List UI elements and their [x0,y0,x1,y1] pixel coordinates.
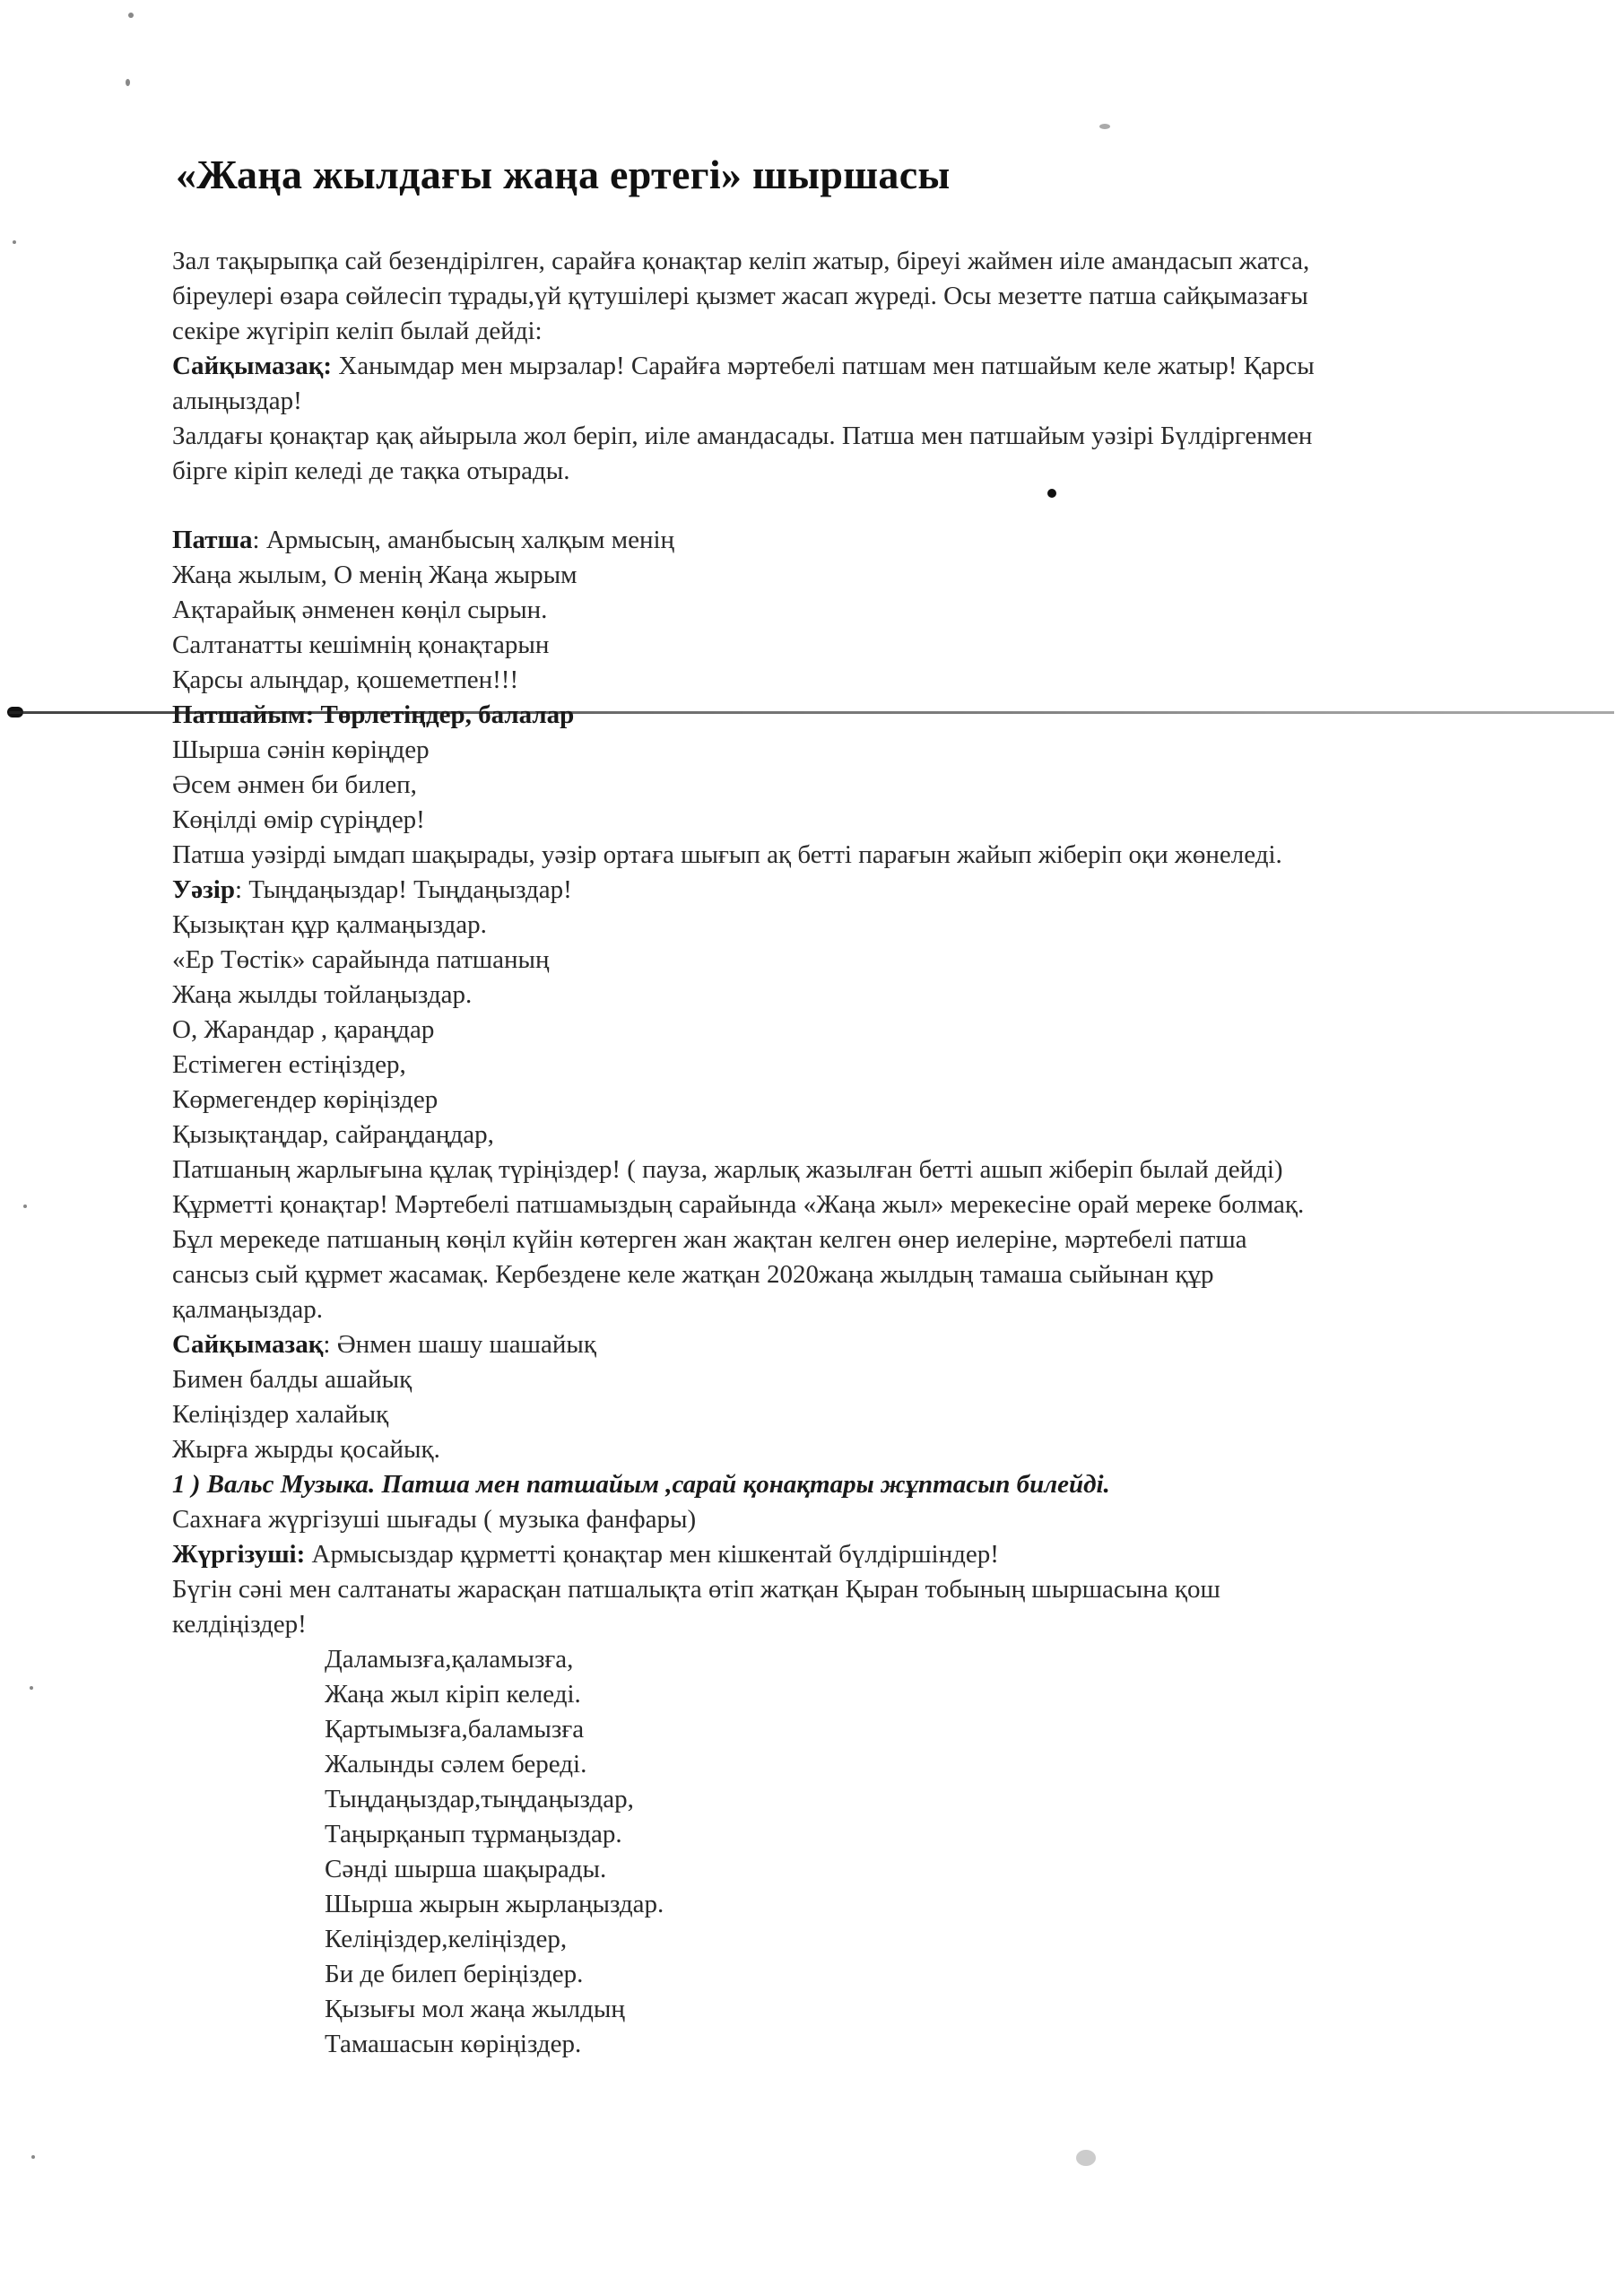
document-title: «Жаңа жылдағы жаңа ертегі» шыршасы [176,152,951,197]
scan-speck [128,13,134,18]
verse-line: Салтанатты кешімнің қонақтарын [172,631,550,659]
verse-line: Жаңа жылым, О менің Жаңа жырым [172,561,578,589]
text-line: Бүгін сәні мен салтанаты жарасқан патшалықта өтіп жатқан Қыран тобының шыршасына қош [172,1575,1220,1604]
verse-line: Қызығы мол жаңа жылдың [325,1995,625,2023]
text-line: Құрметті қонақтар! Мәртебелі патшамыздың сарайында «Жаңа жыл» мерекесіне орай мереке болмақ. [172,1190,1305,1219]
dialogue-host [172,1537,1490,1642]
text-line: қалмаңыздар. [172,1295,324,1324]
stage-direction [172,419,1490,489]
scan-speck [13,240,16,244]
verse-line: Жаңа жыл кіріп келеді. [325,1680,581,1709]
verse-line: Би де билеп беріңіздер. [325,1960,584,1988]
speaker-label: Уәзір [172,875,235,904]
scan-speck [30,1686,33,1690]
verse-line: Шырша жырын жырлаңыздар. [325,1890,664,1918]
verse-line: Келіңіздер,келіңіздер, [325,1925,568,1953]
speech-text: : Тыңдаңыздар! Тыңдаңыздар! [235,875,572,904]
text-line: Бұл мерекеде патшаның көңіл күйін көтерген жан жақтан келген өнер иелеріне, мәртебелі патша [172,1225,1247,1254]
dialogue-patsha [172,523,1490,698]
speaker-label: Сайқымазақ [172,1330,324,1359]
verse-line: Қызықтан құр қалмаңыздар. [172,910,487,939]
document-body [172,244,1490,2062]
speaker-label: Патшайым [172,700,306,729]
verse-line: Тыңдаңыздар,тыңдаңыздар, [325,1785,634,1813]
text-line: Патшаның жарлығына құлақ түріңіздер! ( пауза, жарлық жазылған бетті ашып жіберіп былай дейді) [172,1155,1283,1184]
verse-line: Қартымызға,баламызға [325,1715,585,1744]
scan-speck [1099,124,1110,129]
poem [325,1642,1490,2062]
verse-line: Қызықтаңдар, сайраңдаңдар, [172,1120,494,1149]
verse-line: Жаңа жылды тойлаңыздар. [172,980,473,1009]
text-line: сансыз сый құрмет жасамақ. Кербездене келе жатқан 2020жаңа жылдың тамаша сыйынан құр [172,1260,1214,1289]
intro-paragraph [172,244,1490,349]
dialogue-uazir [172,873,1490,1327]
speech-text: : Төрлетіңдер, балалар [305,700,575,729]
text-line: Патша уәзірді ымдап шақырады, уәзір ортаға шығып ақ бетті парағын жайып жіберіп оқи жөнеледі. [172,840,1282,869]
dialogue-patshayim [172,698,1490,838]
verse-line: Көрмегендер көріңіздер [172,1085,439,1114]
speaker-label: Жүргізуші: [172,1540,306,1569]
scan-speck [1076,2150,1096,2166]
verse-line: Қарсы алыңдар, қошеметпен!!! [172,665,519,694]
text-line: бірге кіріп келеді де тақка отырады. [172,457,570,485]
text-line: біреулері өзара сөйлесіп тұрады,үй қүтушілері қызмет жасап жүреді. Осы мезетте патша сайқымазағы [172,282,1308,310]
verse-line: Естімеген естіңіздер, [172,1050,406,1079]
verse-line: Тамашасын көріңіздер. [325,2030,582,2058]
speaker-label: Сайқымазақ: [172,352,333,380]
text-line: келдіңіздер! [172,1610,307,1639]
verse-line: Әсем әнмен би билеп, [172,770,417,799]
text-line: секіре жүгіріп келіп былай дейді: [172,317,543,345]
scan-speck [31,2155,35,2159]
verse-line: Ақтарайық әнменен көңіл сырын. [172,596,548,624]
text-line: Зал тақырыпқа сай безендірілген, сарайға қонақтар келіп жатыр, біреуі жаймен иіле амандасып жатса, [172,247,1310,275]
speech-text: Ханымдар мен мырзалар! Сарайға мәртебелі патшам мен патшайым келе жатыр! Қарсы [332,352,1315,380]
verse-line: Таңырқанып тұрмаңыздар. [325,1820,622,1848]
dialogue-sayk1 [172,349,1490,419]
scan-speck [126,79,130,86]
text-line: Залдағы қонақтар қақ айырыла жол беріп, иіле амандасады. Патша мен патшайым уәзірі Бүлдіргенмен [172,422,1313,450]
speech-text: алыңыздар! [172,387,302,415]
verse-line: Сәнді шырша шақырады. [325,1855,607,1883]
verse-line: Бимен балды ашайық [172,1365,413,1394]
verse-line: Шырша сәнін көріңдер [172,735,430,764]
verse-line: О, Жарандар , қараңдар [172,1015,435,1044]
verse-line: Жалынды сәлем береді. [325,1750,587,1779]
verse-line: Даламызға,қаламызға, [325,1645,574,1674]
dance-direction [172,1467,1490,1537]
verse-line: Жырға жырды қосайық. [172,1435,440,1464]
speech-text: Армысыздар құрметті қонақтар мен кішкентай бүлдіршіндер! [305,1540,999,1569]
verse-line: Көңілді өмір сүріңдер! [172,805,425,834]
paragraph-gap [172,489,1490,523]
verse-line: «Ер Төстік» сарайында патшаның [172,945,550,974]
scan-speck [23,1205,27,1208]
text-line: Сахнаға жүргізуші шығады ( музыка фанфары) [172,1505,697,1534]
speech-text: : Әнмен шашу шашайық [323,1330,596,1359]
text-line: 1 ) Вальс Музыка. Патша мен патшайым ,сарай қонақтары жұптасып билейді. [172,1470,1110,1499]
speech-text: : Армысың, аманбысың халқым менің [252,526,675,554]
verse-line: Келіңіздер халайық [172,1400,389,1429]
dialogue-sayk2 [172,1327,1490,1467]
speaker-label: Патша [172,526,253,554]
stage-direction [172,838,1490,873]
